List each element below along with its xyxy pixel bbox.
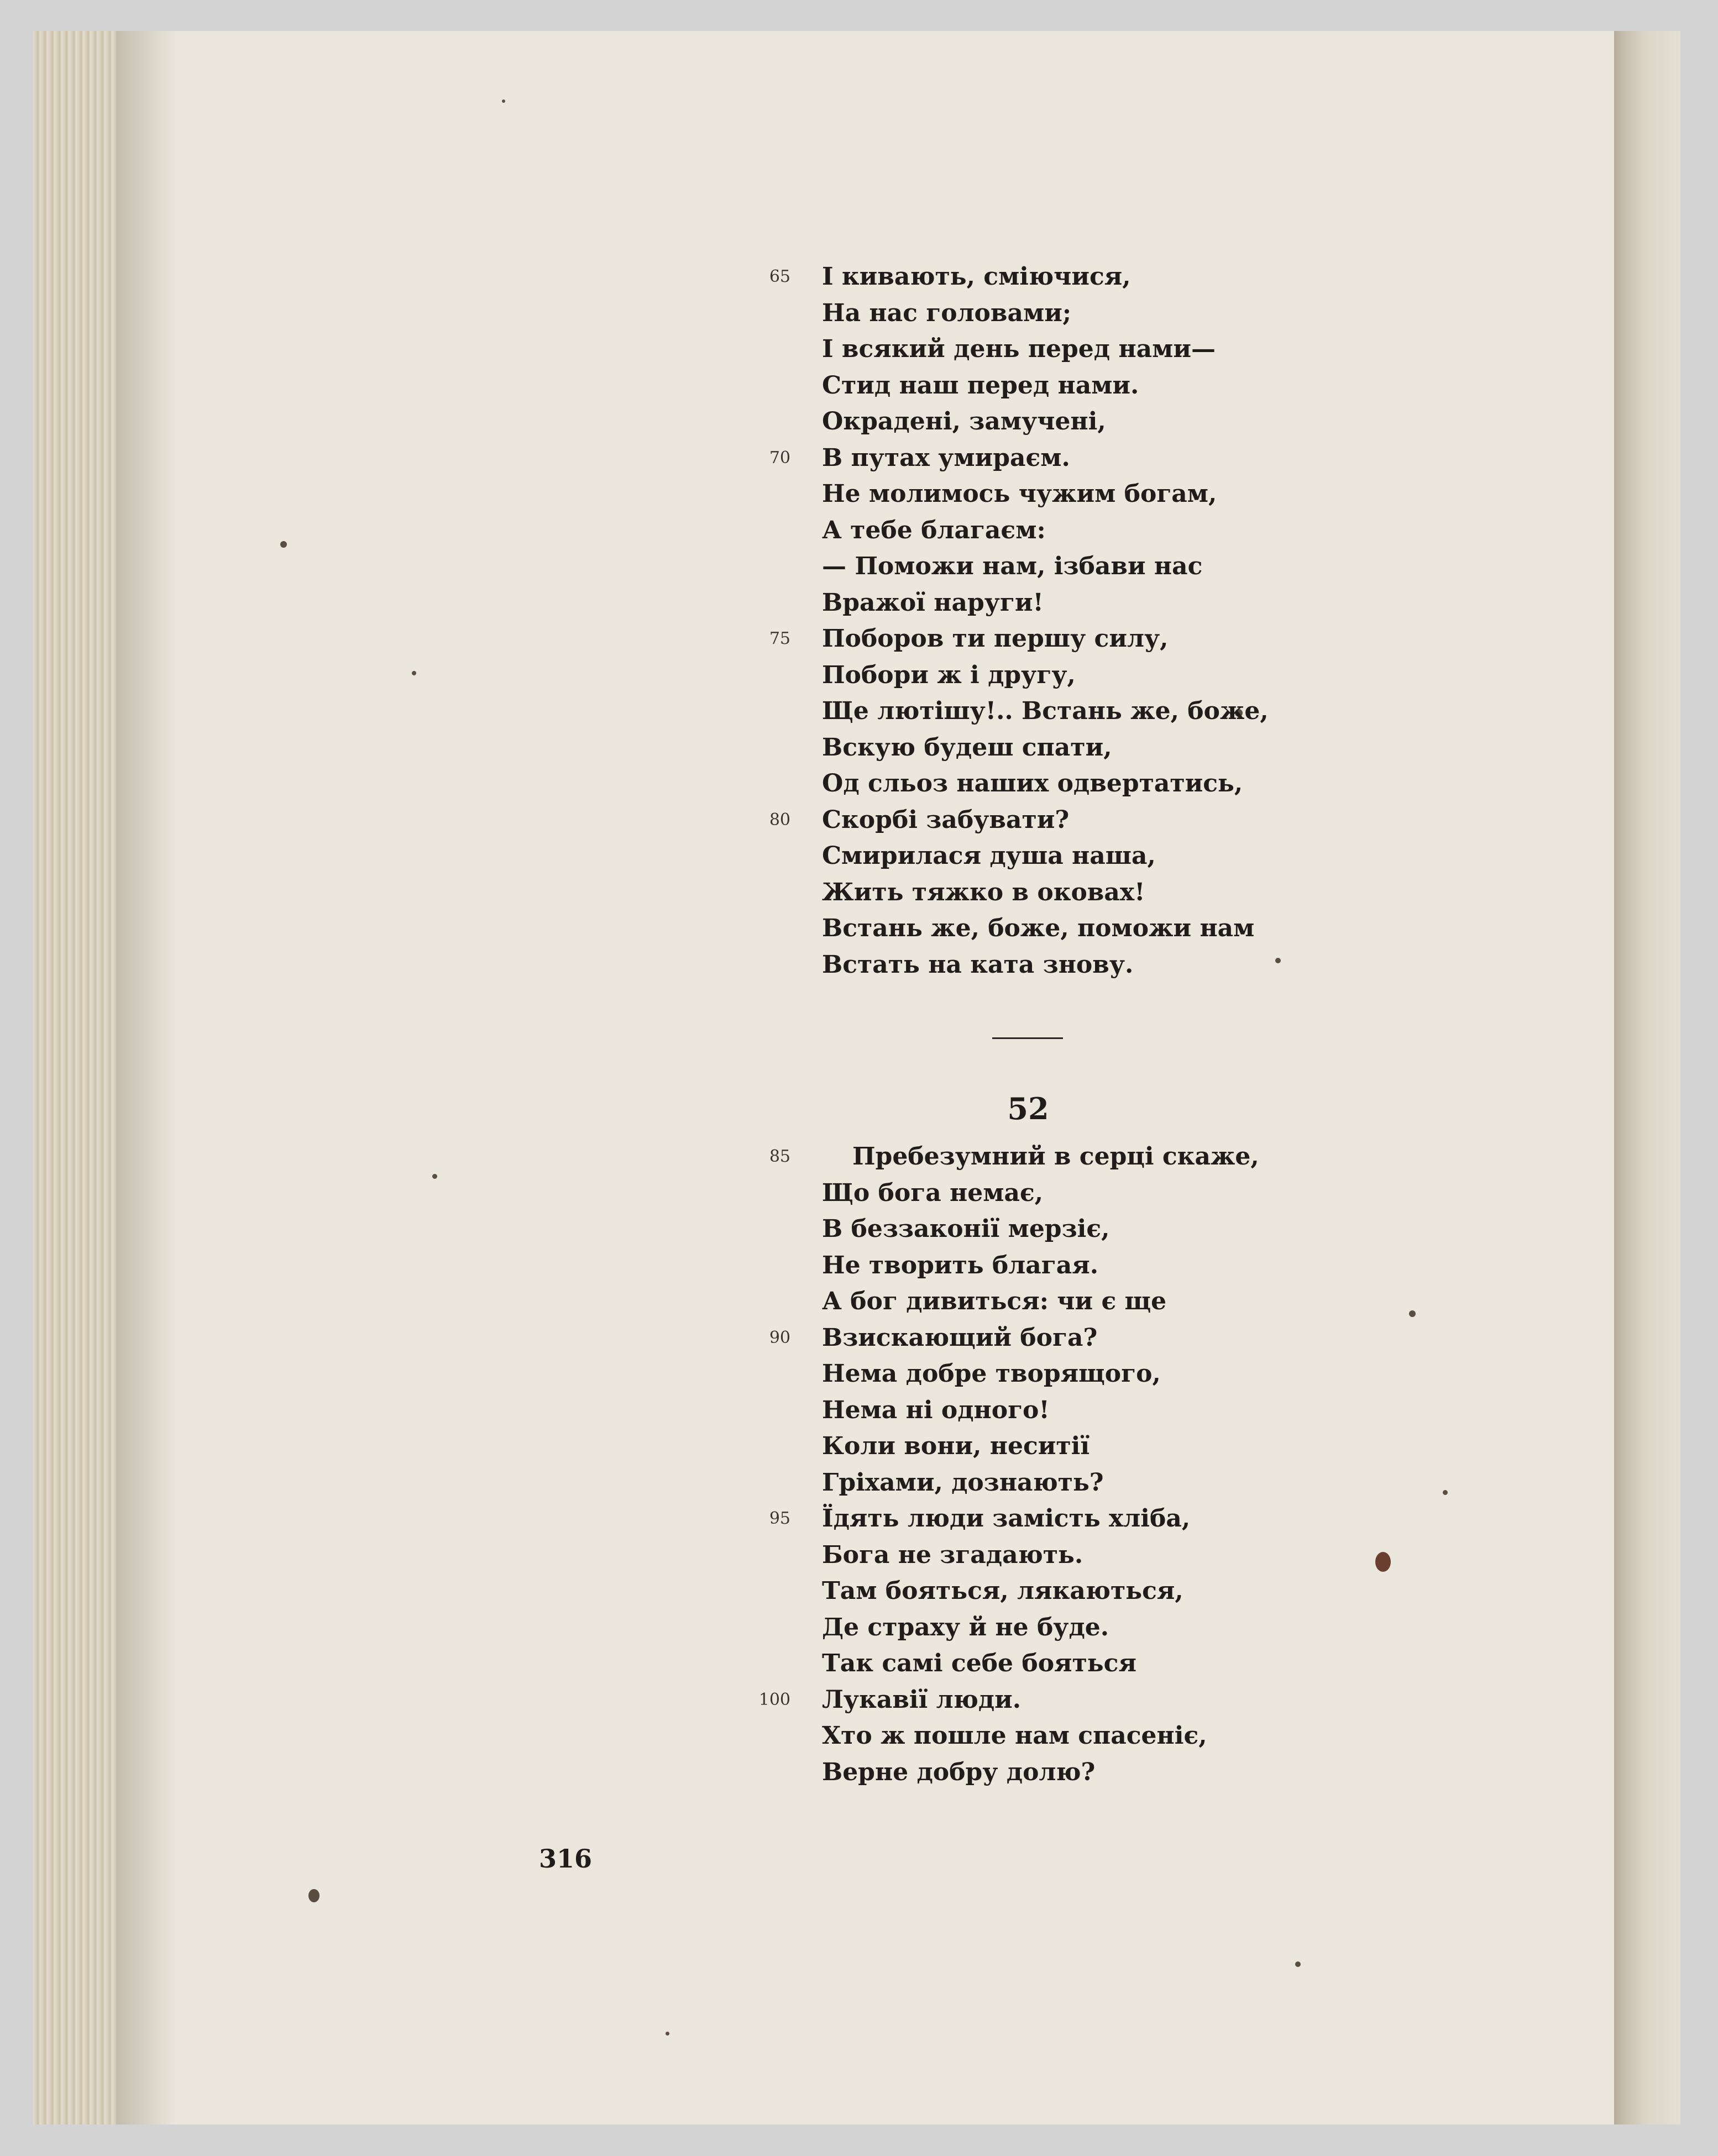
paper-speck	[502, 99, 505, 103]
poem-line: Встань же, боже, поможи нам	[822, 914, 1255, 942]
poem-line: Не творить благая.	[822, 1251, 1099, 1279]
poem-line: В путах умираєм.	[822, 443, 1070, 472]
poem-line: На нас головами;	[822, 298, 1072, 327]
poem-line: Хто ж пошле нам спасеніє,	[822, 1722, 1207, 1750]
poem-line: Де страху й не буде.	[822, 1613, 1109, 1641]
paper-speck	[280, 541, 287, 548]
line-number: 100	[758, 1690, 790, 1709]
book-page	[33, 31, 1680, 2124]
line-number: 95	[769, 1509, 790, 1528]
poem-line: Лукавії люди.	[822, 1685, 1022, 1714]
poem-line: Скорбі забувати?	[822, 805, 1070, 834]
poem-line: Верне добру долю?	[822, 1758, 1096, 1786]
poem-line: — Поможи нам, ізбави нас	[822, 552, 1203, 580]
poem-line: І всякий день перед нами—	[822, 335, 1216, 363]
paper-speck	[1443, 1490, 1448, 1495]
gutter-shadow	[116, 31, 177, 2124]
line-number: 80	[769, 810, 790, 830]
poem-line: А бог дивиться: чи є ще	[822, 1287, 1167, 1315]
poem-line: Нема добре творящого,	[822, 1360, 1161, 1388]
poem-line: Стид наш перед нами.	[822, 371, 1139, 400]
poem-line: А тебе благаєм:	[822, 516, 1046, 544]
paper-speck	[308, 1889, 319, 1902]
poem-line: Вскую будеш спати,	[822, 733, 1112, 762]
poem-line: Гріхами, дознають?	[822, 1468, 1104, 1497]
facing-page-edge	[1614, 31, 1680, 2124]
paper-speck	[432, 1174, 437, 1179]
poem-line: Пребезумний в серці скаже,	[852, 1142, 1259, 1171]
poem-line: Нема ні одного!	[822, 1396, 1050, 1424]
poem-line: Що бога немає,	[822, 1178, 1044, 1207]
poem-line: І кивають, сміючися,	[822, 263, 1131, 291]
poem-line: Коли вони, неситії	[822, 1432, 1090, 1460]
line-number: 70	[769, 448, 790, 468]
line-number: 75	[769, 629, 790, 648]
poem-line: Так самі себе бояться	[822, 1649, 1136, 1677]
paper-speck	[1375, 1552, 1391, 1572]
paper-speck	[1409, 1310, 1416, 1317]
poem-line: Бога не згадають.	[822, 1540, 1083, 1569]
poem-section-number: 52	[1007, 1091, 1049, 1126]
line-number: 65	[769, 267, 790, 286]
line-number: 90	[769, 1328, 790, 1347]
section-divider	[992, 1037, 1063, 1039]
poem-line: Ще лютішу!.. Встань же, боже,	[822, 697, 1269, 725]
paper-speck	[1275, 958, 1281, 963]
poem-line: Смирилася душа наша,	[822, 842, 1156, 870]
poem-line: Побори ж і другу,	[822, 660, 1076, 689]
poem-line: Поборов ти першу силу,	[822, 625, 1169, 653]
poem-line: Окрадені, замучені,	[822, 407, 1106, 436]
poem-line: Жить тяжко в оковах!	[822, 878, 1145, 906]
paper-speck	[1295, 1961, 1301, 1967]
page-number: 316	[539, 1844, 593, 1874]
paper-speck	[666, 2032, 669, 2036]
book-spine	[33, 31, 116, 2124]
poem-line: В беззаконії мерзіє,	[822, 1215, 1110, 1243]
poem-line: Взискающий бога?	[822, 1323, 1098, 1352]
poem-line: Там бояться, лякаються,	[822, 1577, 1183, 1605]
line-number: 85	[769, 1147, 790, 1166]
poem-line: Встать на ката знову.	[822, 950, 1134, 979]
poem-line: Їдять люди замість хліба,	[822, 1504, 1191, 1533]
paper-speck	[412, 671, 416, 675]
poem-line: Од сльоз наших одвертатись,	[822, 769, 1243, 798]
poem-line: Вражої наруги!	[822, 588, 1044, 617]
poem-line: Не молимось чужим богам,	[822, 480, 1217, 508]
